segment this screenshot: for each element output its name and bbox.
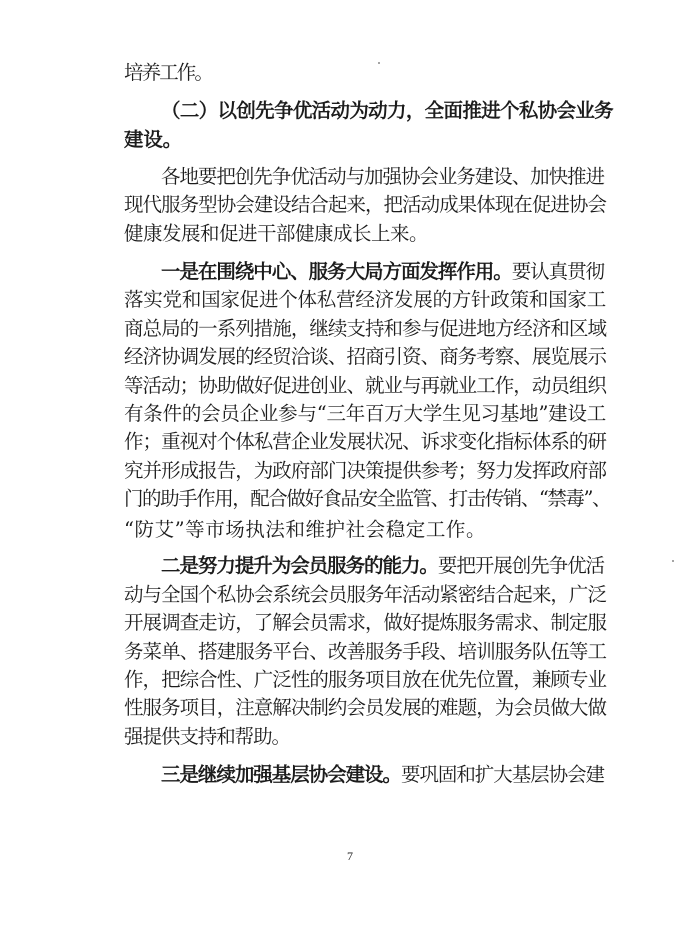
text-segment: 等活动；协助做好促进创业、就业与再就业工作，动员组织 [124, 374, 606, 397]
text-line [124, 610, 606, 636]
text-segment: 究并形成报告，为政府部门决策提供参考；努力发挥政府部 [124, 459, 606, 482]
text-line [124, 695, 606, 721]
text-line [124, 486, 610, 512]
text-segment: 现代服务型协会建设结合起来，把活动成果体现在促进协会 [124, 193, 606, 216]
text-segment: 商总局的一系列措施，继续支持和参与促进地方经济和区域 [124, 317, 606, 340]
text-segment: 落实党和国家促进个体私营经济发展的方针政策和国家工 [124, 288, 606, 311]
text-line [124, 724, 290, 750]
text-segment: 作；重视对个体私营企业发展状况、诉求变化指标体系的研 [124, 430, 606, 453]
bold-heading-text: （二）以创先争优活动为动力，全面推进个私协会业务 [161, 99, 613, 122]
text-line [124, 60, 212, 86]
text-segment: 要把开展创先争优活 [437, 554, 604, 577]
text-segment: 各地要把创先争优活动与加强协会业务建设、加快推进 [161, 165, 604, 188]
text-segment: 性服务项目，注意解决制约会员发展的难题，为会员做大做 [124, 696, 606, 719]
text-segment: 要巩固和扩大基层协会建 [400, 763, 604, 786]
text-line [161, 762, 604, 788]
text-line [124, 316, 606, 342]
text-line [124, 373, 606, 399]
bold-heading-text: 三是继续加强基层协会建设。 [161, 763, 401, 786]
text-segment: 经济协调发展的经贸洽谈、招商引资、商务考察、展览展示 [124, 345, 606, 368]
text-line [124, 221, 428, 247]
text-segment: 作，把综合性、广泛性的服务项目放在优先位置，兼顾专业 [124, 668, 606, 691]
text-line [124, 667, 606, 693]
text-segment: 培养工作。 [124, 61, 212, 84]
text-segment: “防艾”等市场执法和维护社会稳定工作。 [124, 518, 486, 541]
text-line [124, 401, 606, 427]
text-line [161, 98, 613, 124]
scan-speck [378, 62, 380, 64]
text-line [161, 259, 604, 285]
text-segment: 门的助手作用，配合做好食品安全监管、打击传销、“禁毒”、 [124, 487, 610, 510]
text-line [161, 553, 604, 579]
text-segment: 务菜单、搭建服务平台、改善服务手段、培训服务队伍等工 [124, 640, 606, 663]
text-line [124, 127, 182, 153]
bold-heading-text: 一是在围绕中心、服务大局方面发挥作用。 [161, 260, 512, 283]
text-line [124, 344, 606, 370]
scan-speck [672, 560, 674, 562]
text-segment: 动与全国个私协会系统会员服务年活动紧密结合起来，广泛 [124, 583, 606, 606]
text-segment: 开展调查走访，了解会员需求，做好提炼服务需求、制定服 [124, 611, 606, 634]
bold-heading-text: 二是努力提升为会员服务的能力。 [161, 554, 438, 577]
bold-heading-text: 建设。 [124, 128, 182, 151]
text-line [124, 192, 606, 218]
text-line [124, 639, 606, 665]
text-segment: 健康发展和促进干部健康成长上来。 [124, 222, 428, 245]
text-segment: 要认真贯彻 [511, 260, 604, 283]
text-line [124, 517, 486, 543]
text-line [124, 582, 606, 608]
text-line [161, 164, 604, 190]
text-line [124, 287, 606, 313]
text-line [124, 458, 606, 484]
text-line [124, 429, 606, 455]
page-number: 7 [347, 849, 353, 863]
text-segment: 强提供支持和帮助。 [124, 725, 290, 748]
text-segment: 有条件的会员企业参与“三年百万大学生见习基地”建设工 [124, 402, 606, 425]
